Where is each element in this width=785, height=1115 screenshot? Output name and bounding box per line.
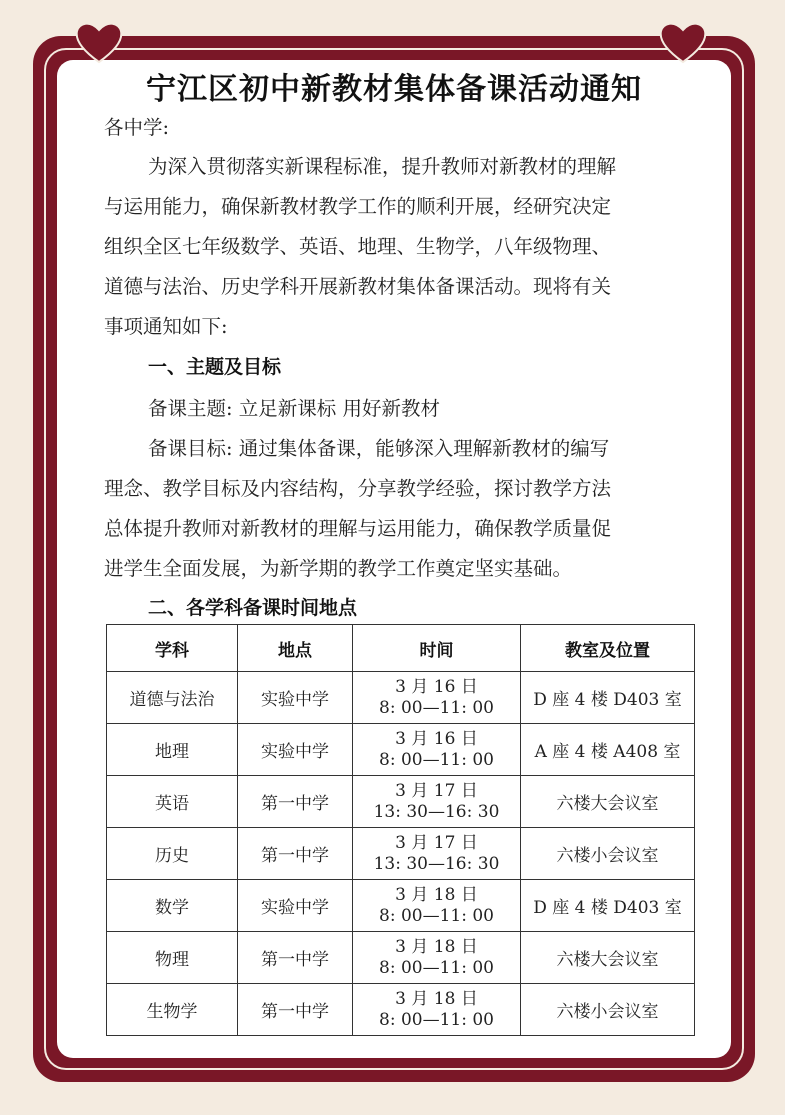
date-text: 3 月 16 日 [395, 677, 478, 698]
location-cell: 第一中学 [238, 776, 353, 828]
date-text: 3 月 16 日 [395, 729, 478, 750]
goal-line: 理念、教学目标及内容结构，分享教学经验，探讨教学方法 [104, 477, 612, 500]
time-text: 13: 30—16: 30 [373, 853, 500, 874]
column-header: 时间 [353, 625, 521, 672]
subject-cell: 物理 [107, 932, 238, 984]
column-header: 地点 [238, 625, 353, 672]
table-row [107, 672, 695, 724]
column-header: 教室及位置 [521, 625, 695, 672]
goal-line: 总体提升教师对新教材的理解与运用能力，确保教学质量促 [104, 517, 612, 540]
notice-title: 宁江区初中新教材集体备课活动通知 [146, 72, 642, 107]
table-row [107, 828, 695, 880]
room-cell: D 座 4 楼 D403 室 [521, 880, 695, 932]
location-cell: 实验中学 [238, 672, 353, 724]
room-cell: A 座 4 楼 A408 室 [521, 724, 695, 776]
intro-line: 与运用能力，确保新教材教学工作的顺利开展，经研究决定 [104, 195, 612, 218]
intro-line: 事项通知如下: [104, 315, 228, 338]
room-cell: 六楼小会议室 [521, 984, 695, 1036]
table-row [107, 724, 695, 776]
date-text: 3 月 18 日 [395, 989, 478, 1010]
time-cell [353, 672, 521, 724]
intro-line: 组织全区七年级数学、英语、地理、生物学，八年级物理、 [104, 235, 612, 258]
schedule-table [106, 624, 695, 1036]
date-text: 3 月 18 日 [395, 885, 478, 906]
room-cell: 六楼大会议室 [521, 932, 695, 984]
time-cell [353, 724, 521, 776]
subject-cell: 数学 [107, 880, 238, 932]
subject-cell: 生物学 [107, 984, 238, 1036]
heart-icon [74, 20, 124, 64]
room-cell: 六楼小会议室 [521, 828, 695, 880]
time-text: 13: 30—16: 30 [373, 801, 500, 822]
time-cell [353, 828, 521, 880]
table-row [107, 880, 695, 932]
goal-line: 进学生全面发展，为新学期的教学工作奠定坚实基础。 [104, 557, 573, 580]
time-cell [353, 776, 521, 828]
table-row [107, 776, 695, 828]
section-heading: 一、主题及目标 [148, 356, 282, 378]
time-text: 8: 00—11: 00 [379, 1009, 494, 1030]
table-header-row [107, 625, 695, 672]
time-cell [353, 932, 521, 984]
subject-cell: 道德与法治 [107, 672, 238, 724]
goal-line: 备课目标: 通过集体备课，能够深入理解新教材的编写 [148, 437, 610, 460]
location-cell: 第一中学 [238, 984, 353, 1036]
date-text: 3 月 18 日 [395, 937, 478, 958]
subject-cell: 英语 [107, 776, 238, 828]
table-row [107, 984, 695, 1036]
lesson-theme: 备课主题: 立足新课标 用好新教材 [148, 397, 440, 420]
heart-icon [658, 20, 708, 64]
time-cell [353, 880, 521, 932]
time-cell [353, 984, 521, 1036]
location-cell: 第一中学 [238, 828, 353, 880]
section-heading: 二、各学科备课时间地点 [148, 597, 358, 619]
room-cell: 六楼大会议室 [521, 776, 695, 828]
location-cell: 实验中学 [238, 724, 353, 776]
intro-line: 道德与法治、历史学科开展新教材集体备课活动。现将有关 [104, 275, 612, 298]
time-text: 8: 00—11: 00 [379, 749, 494, 770]
date-text: 3 月 17 日 [395, 833, 478, 854]
location-cell: 实验中学 [238, 880, 353, 932]
table-row [107, 932, 695, 984]
intro-line: 为深入贯彻落实新课程标准，提升教师对新教材的理解 [148, 155, 617, 178]
date-text: 3 月 17 日 [395, 781, 478, 802]
salutation: 各中学: [104, 116, 170, 139]
location-cell: 第一中学 [238, 932, 353, 984]
column-header: 学科 [107, 625, 238, 672]
room-cell: D 座 4 楼 D403 室 [521, 672, 695, 724]
time-text: 8: 00—11: 00 [379, 905, 494, 926]
subject-cell: 地理 [107, 724, 238, 776]
time-text: 8: 00—11: 00 [379, 697, 494, 718]
time-text: 8: 00—11: 00 [379, 957, 494, 978]
subject-cell: 历史 [107, 828, 238, 880]
